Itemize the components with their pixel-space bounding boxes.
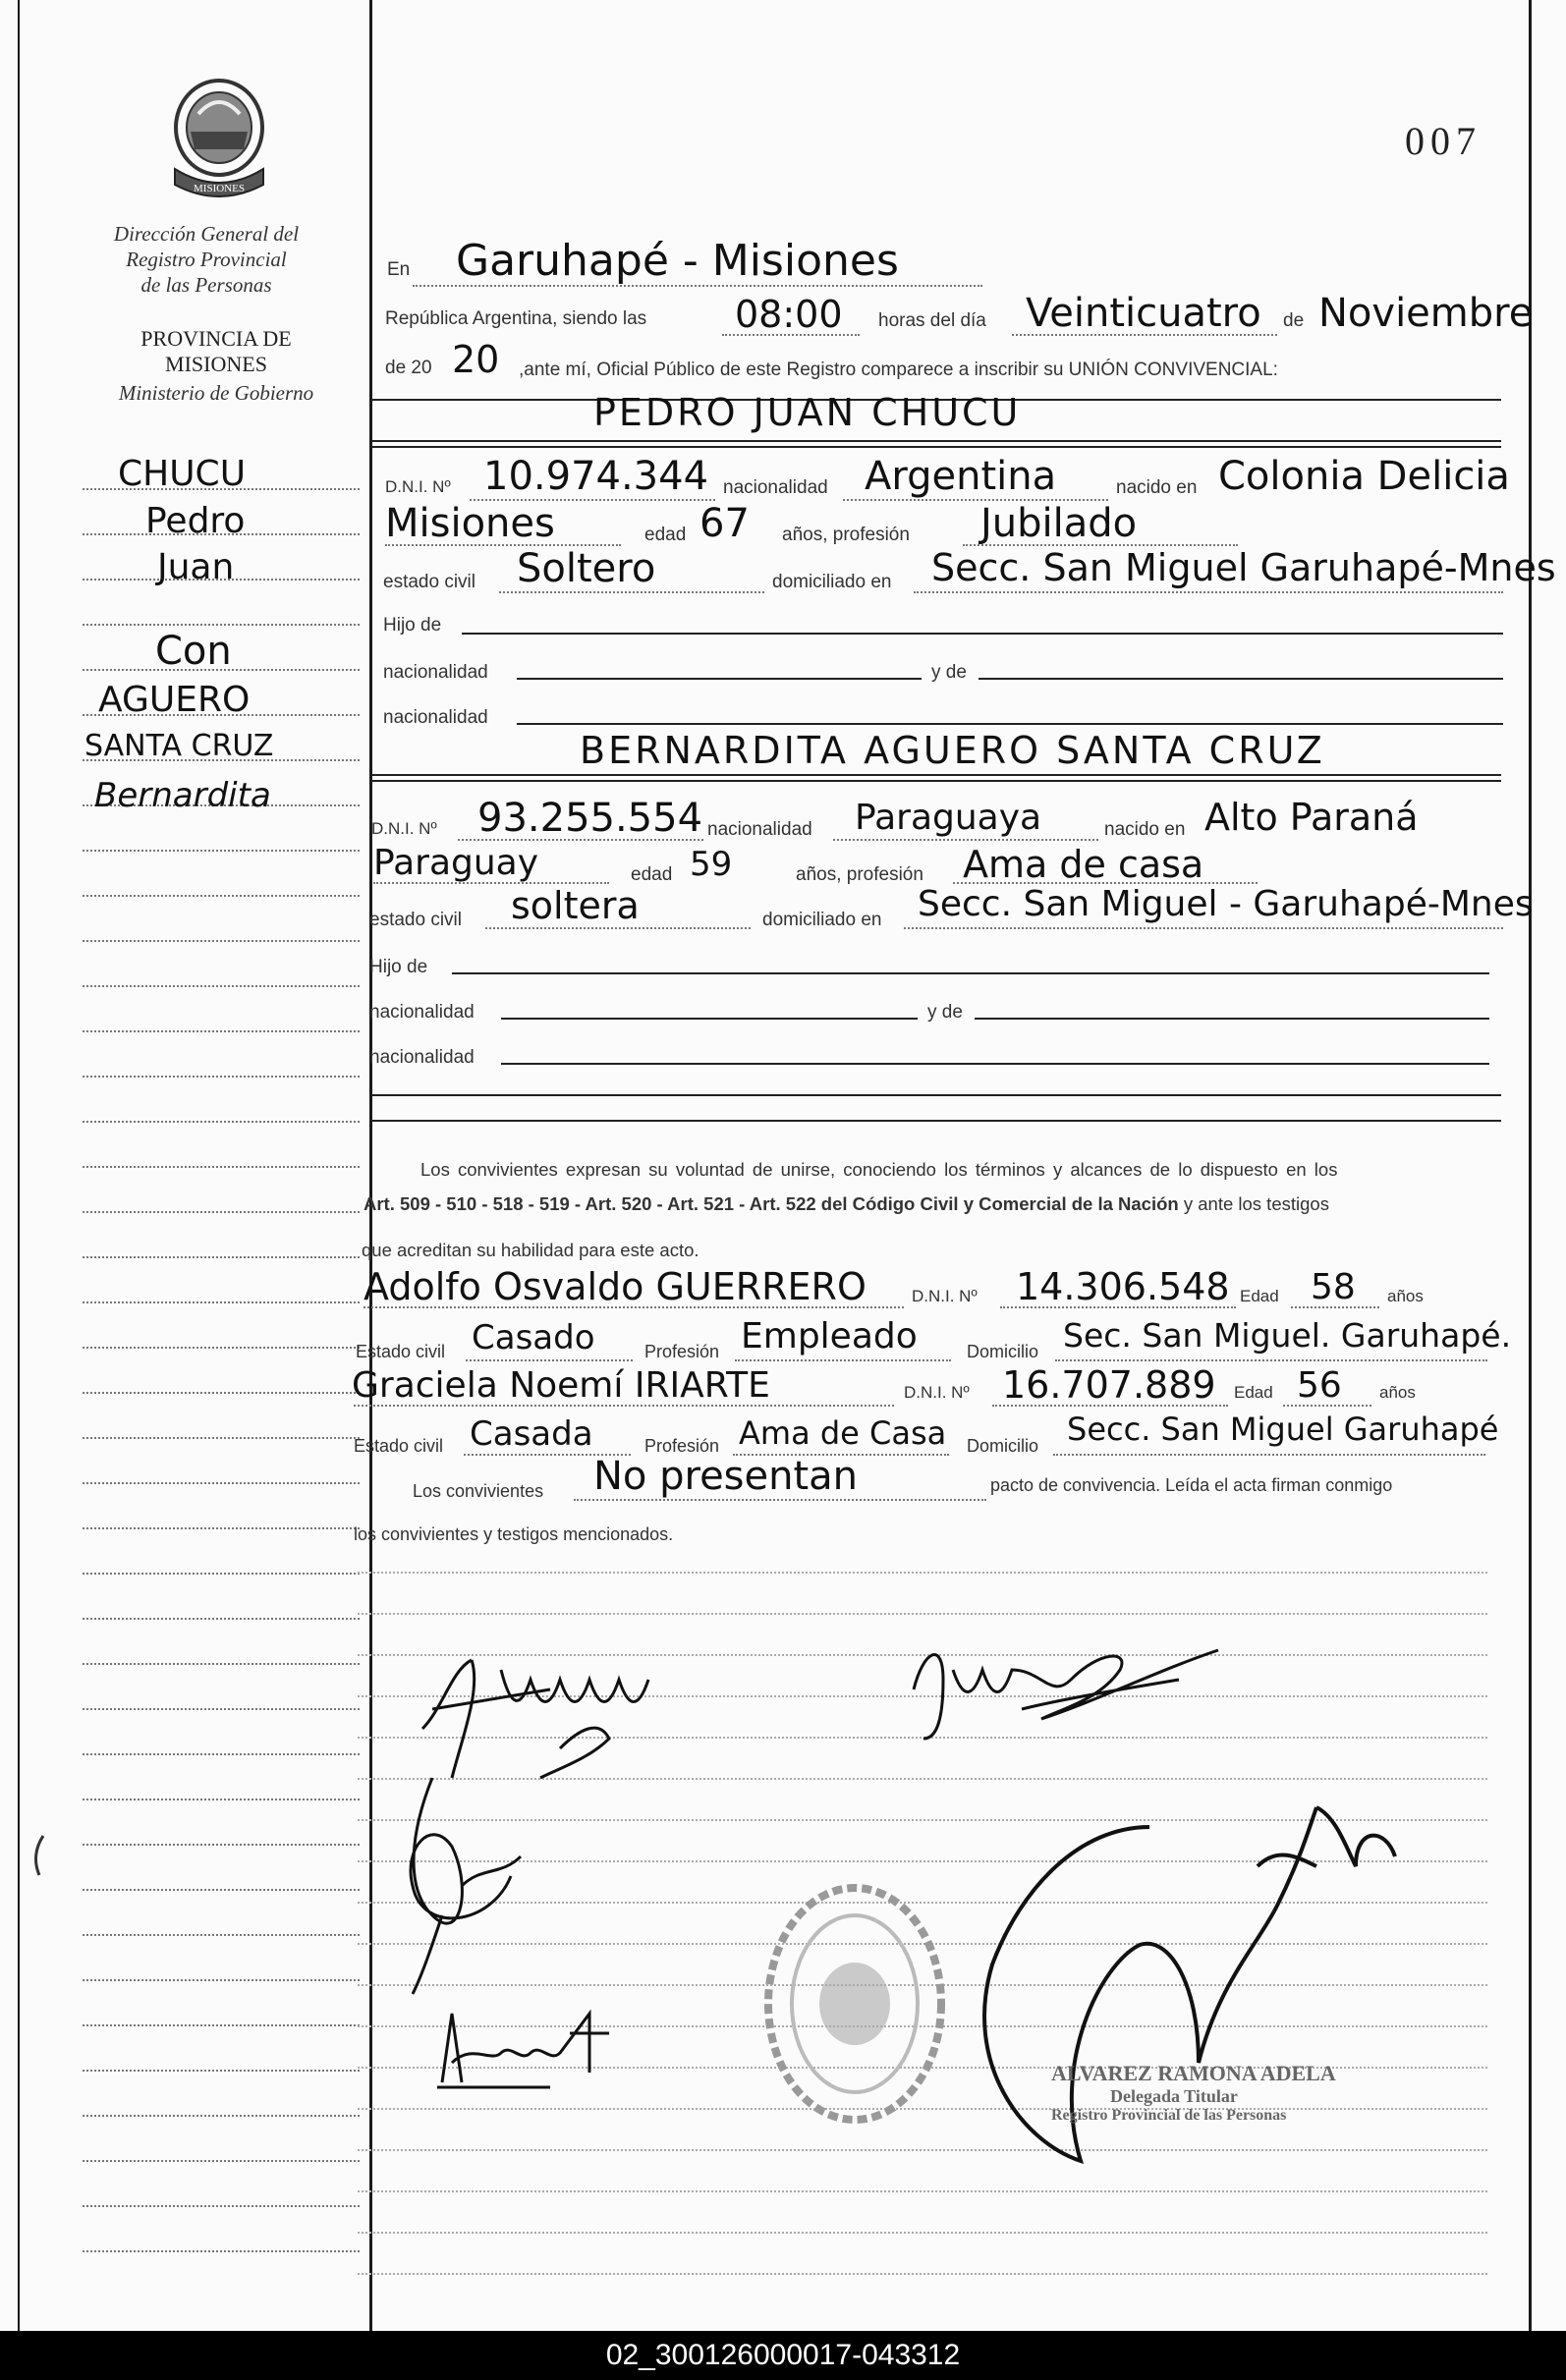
sidebar-ruled-line <box>83 1934 360 1936</box>
stamp-office: Registro Provincial de las Personas <box>1051 2107 1287 2124</box>
p2-born-label: nacido en <box>1104 819 1186 840</box>
w2-domicile-value: Secc. San Miguel Garuhapé <box>1067 1411 1499 1448</box>
main-ruled-line <box>358 2232 1487 2234</box>
declaration-line-3: que acreditan su habilidad para este acto. <box>362 1240 699 1260</box>
sidebar-ruled-line <box>83 1211 360 1213</box>
signature-4 <box>432 1994 629 2092</box>
p1-domicile-value: Secc. San Miguel Garuhapé-Mnes <box>931 546 1556 589</box>
p2-nationality-underline <box>833 839 1098 841</box>
hours-label: horas del día <box>878 310 986 331</box>
p2-dni-label: D.N.I. Nº <box>371 819 437 838</box>
w2-civil-value: Casada <box>470 1414 593 1454</box>
sidebar-ruled-line <box>83 1889 360 1891</box>
p1-years-label: años, profesión <box>782 525 910 545</box>
w1-civil-label: Estado civil <box>356 1342 446 1361</box>
separator <box>371 1120 1501 1122</box>
w1-age-label: Edad <box>1240 1287 1279 1305</box>
p1-nat-line-2 <box>517 723 1503 725</box>
signature-1 <box>413 1650 707 1788</box>
person1-full-name: PEDRO JUAN CHUCU <box>593 391 1022 434</box>
p2-age-label: edad <box>631 864 673 885</box>
w2-dom-underline <box>1053 1454 1485 1456</box>
w2-prof-label: Profesión <box>644 1436 720 1456</box>
p1-civil-value: Soltero <box>517 546 656 591</box>
declaration-line-1: Los convivientes expresan su voluntad de unirse, conociendo los términos y alcances de lo dispuesto en los <box>420 1159 1338 1180</box>
p2-dni-value: 93.255.554 <box>477 796 703 841</box>
p1-born-value: Colonia Delicia <box>1218 454 1510 499</box>
p2-civil-value: soltera <box>511 884 640 927</box>
p1-civil-label: estado civil <box>383 572 475 592</box>
sidebar-name-4: Con <box>155 629 232 674</box>
sidebar-ruled-line <box>83 2160 360 2162</box>
name-stamp <box>1051 2061 1346 2125</box>
province-name <box>59 326 373 377</box>
w1-name-value: Adolfo Osvaldo GUERRERO <box>364 1265 867 1308</box>
p2-domicile-label: domiciliado en <box>762 910 882 930</box>
sidebar-ruled-line <box>83 1392 360 1394</box>
sidebar-ruled-line <box>83 1166 360 1168</box>
sidebar-ruled-line <box>83 850 360 852</box>
p2-nationality-label: nacionalidad <box>707 819 812 840</box>
signature-2 <box>904 1631 1228 1748</box>
p1-y-de-label: y de <box>931 662 967 683</box>
sidebar-name-5: AGUERO <box>98 680 251 720</box>
p1-civil-underline <box>499 591 764 593</box>
p1-nat-line-1 <box>517 678 922 680</box>
sidebar-ruled-line <box>83 1753 360 1755</box>
p2-age-value: 59 <box>690 845 733 884</box>
p2-nat-label-1: nacionalidad <box>369 1002 475 1023</box>
p1-born-label: nacido en <box>1116 477 1198 498</box>
institution-line-2: Registro Provincial <box>126 248 287 271</box>
province-line-2: MISIONES <box>165 352 267 376</box>
sidebar-ruled-line <box>83 1844 360 1846</box>
month-value: Noviembre <box>1318 291 1534 336</box>
sidebar-ruled-line <box>83 2205 360 2207</box>
p2-y-de-label: y de <box>927 1002 963 1023</box>
p2-years-label: años, profesión <box>796 864 923 885</box>
sidebar-ruled-line <box>83 1618 360 1620</box>
person2-full-name: BERNARDITA AGUERO SANTA CRUZ <box>580 729 1325 772</box>
p2-son-of-line <box>452 972 1489 974</box>
day-value: Veinticuatro <box>1026 291 1261 336</box>
year-value: 20 <box>452 338 500 381</box>
sidebar-ruled-line <box>83 895 360 897</box>
place-value: Garuhapé - Misiones <box>456 236 899 286</box>
p1-nat-label-2: nacionalidad <box>383 707 488 728</box>
w2-civil-label: Estado civil <box>354 1436 444 1456</box>
p1-nationality-label: nacionalidad <box>723 477 828 498</box>
declaration-witness-text: y ante los testigos <box>1183 1193 1329 1214</box>
main-ruled-line <box>358 1613 1487 1615</box>
svg-text:MISIONES: MISIONES <box>194 183 245 194</box>
institution-line-1: Dirección General del <box>113 222 300 246</box>
main-ruled-line <box>358 2273 1487 2275</box>
margin-mark <box>29 1832 49 1881</box>
sidebar-ruled-line <box>83 1799 360 1800</box>
closing-rest: pacto de convivencia. Leída el acta firman conmigo <box>990 1475 1393 1495</box>
declaration-line-2 <box>364 1193 1329 1215</box>
p2-profession-value: Ama de casa <box>963 843 1204 886</box>
sidebar-ruled-line <box>83 1301 360 1303</box>
separator <box>371 780 1501 782</box>
w1-dom-underline <box>1055 1359 1487 1361</box>
w2-age-value: 56 <box>1297 1365 1342 1406</box>
p1-age-label: edad <box>644 525 687 545</box>
w1-prof-label: Profesión <box>644 1342 720 1361</box>
closing-label: Los convivientes <box>413 1481 544 1501</box>
p2-nationality-value: Paraguaya <box>855 798 1042 838</box>
institution-line-3: de las Personas <box>140 273 272 297</box>
sidebar-ruled-line <box>83 1030 360 1032</box>
time-value: 08:00 <box>735 293 843 336</box>
closing-pact-value: No presentan <box>593 1454 859 1499</box>
w1-profession-value: Empleado <box>741 1316 918 1356</box>
sidebar-ruled-line <box>83 1347 360 1349</box>
p1-nat-label-1: nacionalidad <box>383 662 488 683</box>
sidebar-ruled-line <box>83 985 360 987</box>
w1-prof-underline <box>735 1359 951 1361</box>
provincial-seal-logo <box>159 71 279 208</box>
p2-nat-line-2 <box>501 1063 1489 1065</box>
sidebar-name-6: SANTA CRUZ <box>84 729 274 763</box>
left-border <box>18 0 20 2331</box>
p2-born-value: Alto Paraná <box>1204 796 1419 839</box>
main-ruled-line <box>358 1572 1487 1574</box>
sidebar-ruled-line <box>83 1121 360 1123</box>
sidebar-ruled-line <box>83 2024 360 2026</box>
w2-years-label: años <box>1379 1383 1416 1402</box>
sidebar-name-7: Bernardita <box>94 776 271 815</box>
sidebar-ruled-line <box>83 2250 360 2252</box>
p2-son-of-label: Hijo de <box>369 957 428 977</box>
w1-dni-value: 14.306.548 <box>1016 1265 1230 1308</box>
w1-domicile-value: Sec. San Miguel. Garuhapé. <box>1063 1316 1512 1355</box>
w2-dni-value: 16.707.889 <box>1002 1363 1216 1407</box>
w1-age-value: 58 <box>1311 1267 1356 1307</box>
before-text: ,ante mí, Oficial Público de este Registro comparece a inscribir su UNIÓN CONVIVENCIAL: <box>519 360 1278 380</box>
year-prefix: de 20 <box>385 358 432 378</box>
sidebar-ruled-line <box>83 1527 360 1529</box>
p1-profession-value: Jubilado <box>980 501 1138 546</box>
p2-civil-underline <box>485 927 751 929</box>
closing-line-2: los convivientes y testigos mencionados. <box>354 1524 674 1544</box>
p2-y-de-line <box>975 1018 1489 1020</box>
w2-dni-label: D.N.I. Nº <box>904 1383 970 1402</box>
p1-dni-label: D.N.I. Nº <box>385 477 451 496</box>
sidebar-ruled-line <box>83 2115 360 2117</box>
sidebar-ruled-line <box>83 2070 360 2072</box>
sidebar-name-1: CHUCU <box>118 454 247 494</box>
w1-civil-value: Casado <box>472 1318 595 1357</box>
separator <box>371 1094 1501 1096</box>
ministry-name: Ministerio de Gobierno <box>118 381 314 405</box>
w1-civil-underline <box>466 1359 633 1361</box>
p1-dni-value: 10.974.344 <box>483 454 709 499</box>
declaration-articles: Art. 509 - 510 - 518 - 519 - Art. 520 - Art. 521 - Art. 522 del Código Civil y Comercial de la Nación <box>364 1193 1179 1214</box>
w2-name-value: Graciela Noemí IRIARTE <box>352 1365 770 1406</box>
w1-dom-label: Domicilio <box>967 1342 1039 1361</box>
p1-nationality-value: Argentina <box>865 454 1057 499</box>
p2-civil-label: estado civil <box>369 910 462 930</box>
p1-y-de-line <box>979 678 1503 680</box>
p2-born2-value: Paraguay <box>373 843 539 883</box>
closing-underline <box>574 1499 986 1501</box>
p1-son-of-line <box>462 633 1503 635</box>
institution-name <box>59 221 354 298</box>
separator <box>371 774 1501 776</box>
p1-son-of-label: Hijo de <box>383 615 442 636</box>
signature-3 <box>373 1768 540 2004</box>
sidebar-ruled-line <box>83 1663 360 1665</box>
stamp-title: Delegada Titular <box>1110 2086 1238 2106</box>
main-ruled-line <box>358 2190 1487 2192</box>
w2-age-label: Edad <box>1234 1383 1273 1402</box>
sidebar-name-2: Pedro <box>145 501 246 541</box>
footer-code: 02_300126000017-043312 <box>0 2331 1566 2380</box>
sidebar-ruled-line <box>83 1979 360 1981</box>
sidebar-ruled-line <box>83 1437 360 1439</box>
sidebar-ruled-line <box>83 1256 360 1258</box>
sidebar-ruled-line <box>83 1482 360 1484</box>
sidebar-ruled-line <box>83 624 360 626</box>
p1-born2-value: Misiones <box>385 501 555 546</box>
p2-domicile-underline <box>904 927 1503 929</box>
republic-text: República Argentina, siendo las <box>385 308 647 329</box>
sidebar-ruled-line <box>83 1076 360 1078</box>
official-seal-stamp <box>756 1876 953 2131</box>
sidebar-ruled-line <box>83 1708 360 1710</box>
de-label: de <box>1283 310 1305 331</box>
sidebar-ruled-line <box>83 940 360 942</box>
p1-age-value: 67 <box>699 501 750 546</box>
p1-domicile-underline <box>914 591 1503 593</box>
w1-years-label: años <box>1387 1287 1424 1305</box>
separator <box>371 446 1501 448</box>
p2-domicile-value: Secc. San Miguel - Garuhapé-Mnes <box>918 884 1534 924</box>
page-number: 007 <box>1405 119 1482 163</box>
w2-dom-label: Domicilio <box>967 1436 1039 1456</box>
w2-profession-value: Ama de Casa <box>739 1414 947 1452</box>
sidebar-ruled-line <box>83 1573 360 1575</box>
sidebar-name-3: Juan <box>157 547 235 587</box>
p2-nat-label-2: nacionalidad <box>369 1047 475 1068</box>
separator <box>371 440 1501 442</box>
p2-nat-line-1 <box>501 1018 918 1020</box>
w1-dni-label: D.N.I. Nº <box>912 1287 978 1305</box>
stamp-name: ALVAREZ RAMONA ADELA <box>1051 2061 1336 2085</box>
right-border <box>1529 0 1532 2331</box>
en-label: En <box>387 259 411 280</box>
p1-domicile-label: domiciliado en <box>772 572 892 592</box>
province-line-1: PROVINCIA DE <box>140 326 292 351</box>
